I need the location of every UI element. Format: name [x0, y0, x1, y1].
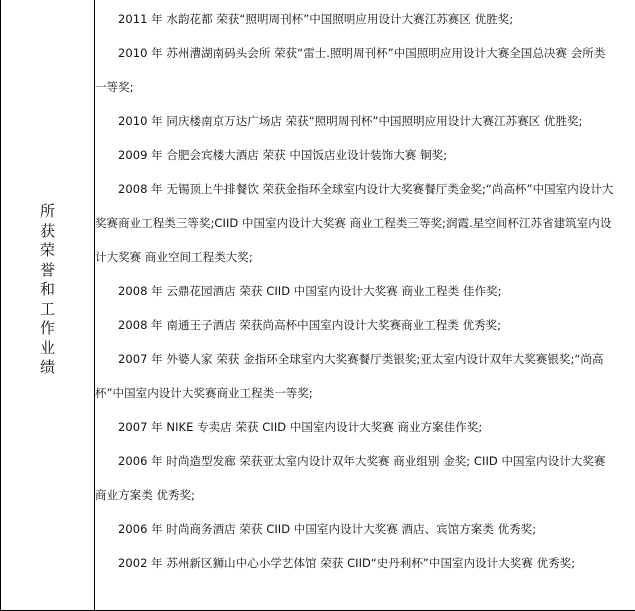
section-label-char: 工	[39, 299, 55, 318]
section-label	[1, 202, 94, 378]
honor-line: 2008 年 云鼎花园酒店 荣获 CIID 中国室内设计大奖赛 商业工程类 佳作奖;	[118, 284, 502, 298]
honor-line: 计大奖赛 商业空间工程类大奖;	[95, 250, 253, 264]
section-label-char: 绩	[39, 358, 55, 376]
section-label-char: 所	[39, 202, 55, 220]
honor-line: 2007 年 外婆人家 荣获 金指环全球室内大奖赛餐厅类银奖;亚太室内设计双年大奖赛银奖;“尚高	[118, 352, 604, 366]
honor-line: 杯”中国室内设计大奖赛商业工程类一等奖;	[95, 386, 313, 400]
section-label-char: 作	[39, 319, 55, 337]
label-column	[0, 0, 95, 611]
honor-line: 商业方案类 优秀奖;	[95, 488, 196, 502]
honor-line: 2002 年 苏州新区狮山中心小学艺体馆 荣获 CIID“史丹利杯”中国室内设计大奖赛 优秀奖;	[118, 556, 576, 570]
section-label-char: 荣	[39, 241, 55, 259]
section-label-char: 业	[39, 338, 55, 357]
honor-line: 2006 年 时尚造型发廊 荣获亚太室内设计双年大奖赛 商业组别 金奖; CIID 中国室内设计大奖赛	[118, 454, 606, 468]
section-label-char: 和	[39, 280, 55, 298]
honor-line: 2007 年 NIKE 专卖店 荣获 CIID 中国室内设计大奖赛 商业方案佳作奖;	[118, 420, 483, 434]
section-label-char: 获	[39, 221, 55, 240]
section-label-char: 誉	[39, 260, 55, 279]
honor-line: 2011 年 水韵花都 荣获“照明周刊杯”中国照明应用设计大赛江苏赛区 优胜奖;	[118, 12, 514, 26]
honor-line: 2006 年 时尚商务酒店 荣获 CIID 中国室内设计大奖赛 酒店、宾馆方案类 优秀奖;	[118, 522, 537, 536]
honor-line: 2010 年 苏州漕湖南码头会所 荣获“雷士.照明周刊杯”中国照明应用设计大赛全国总决赛 会所类	[118, 46, 606, 60]
honors-content	[95, 0, 635, 611]
honor-line: 一等奖;	[95, 80, 134, 94]
honor-line: 2010 年 同庆楼南京万达广场店 荣获“照明周刊杯”中国照明应用设计大赛江苏赛区 优胜奖;	[118, 114, 583, 128]
honor-line: 2009 年 合肥会宾楼大酒店 荣获 中国饭店业设计装饰大赛 铜奖;	[118, 148, 448, 162]
honor-line: 2008 年 无锡顶上牛排餐饮 荣获金指环全球室内设计大奖赛餐厅类金奖;“尚高杯”中国室内设计大	[118, 182, 614, 196]
honor-line: 2008 年 南通王子酒店 荣获尚高杯中国室内设计大奖赛商业工程类 优秀奖;	[118, 318, 502, 332]
honor-line: 奖赛商业工程类三等奖;CIID 中国室内设计大奖赛 商业工程类三等奖;润霞.星空间杯江苏省建筑室内设	[95, 216, 612, 230]
